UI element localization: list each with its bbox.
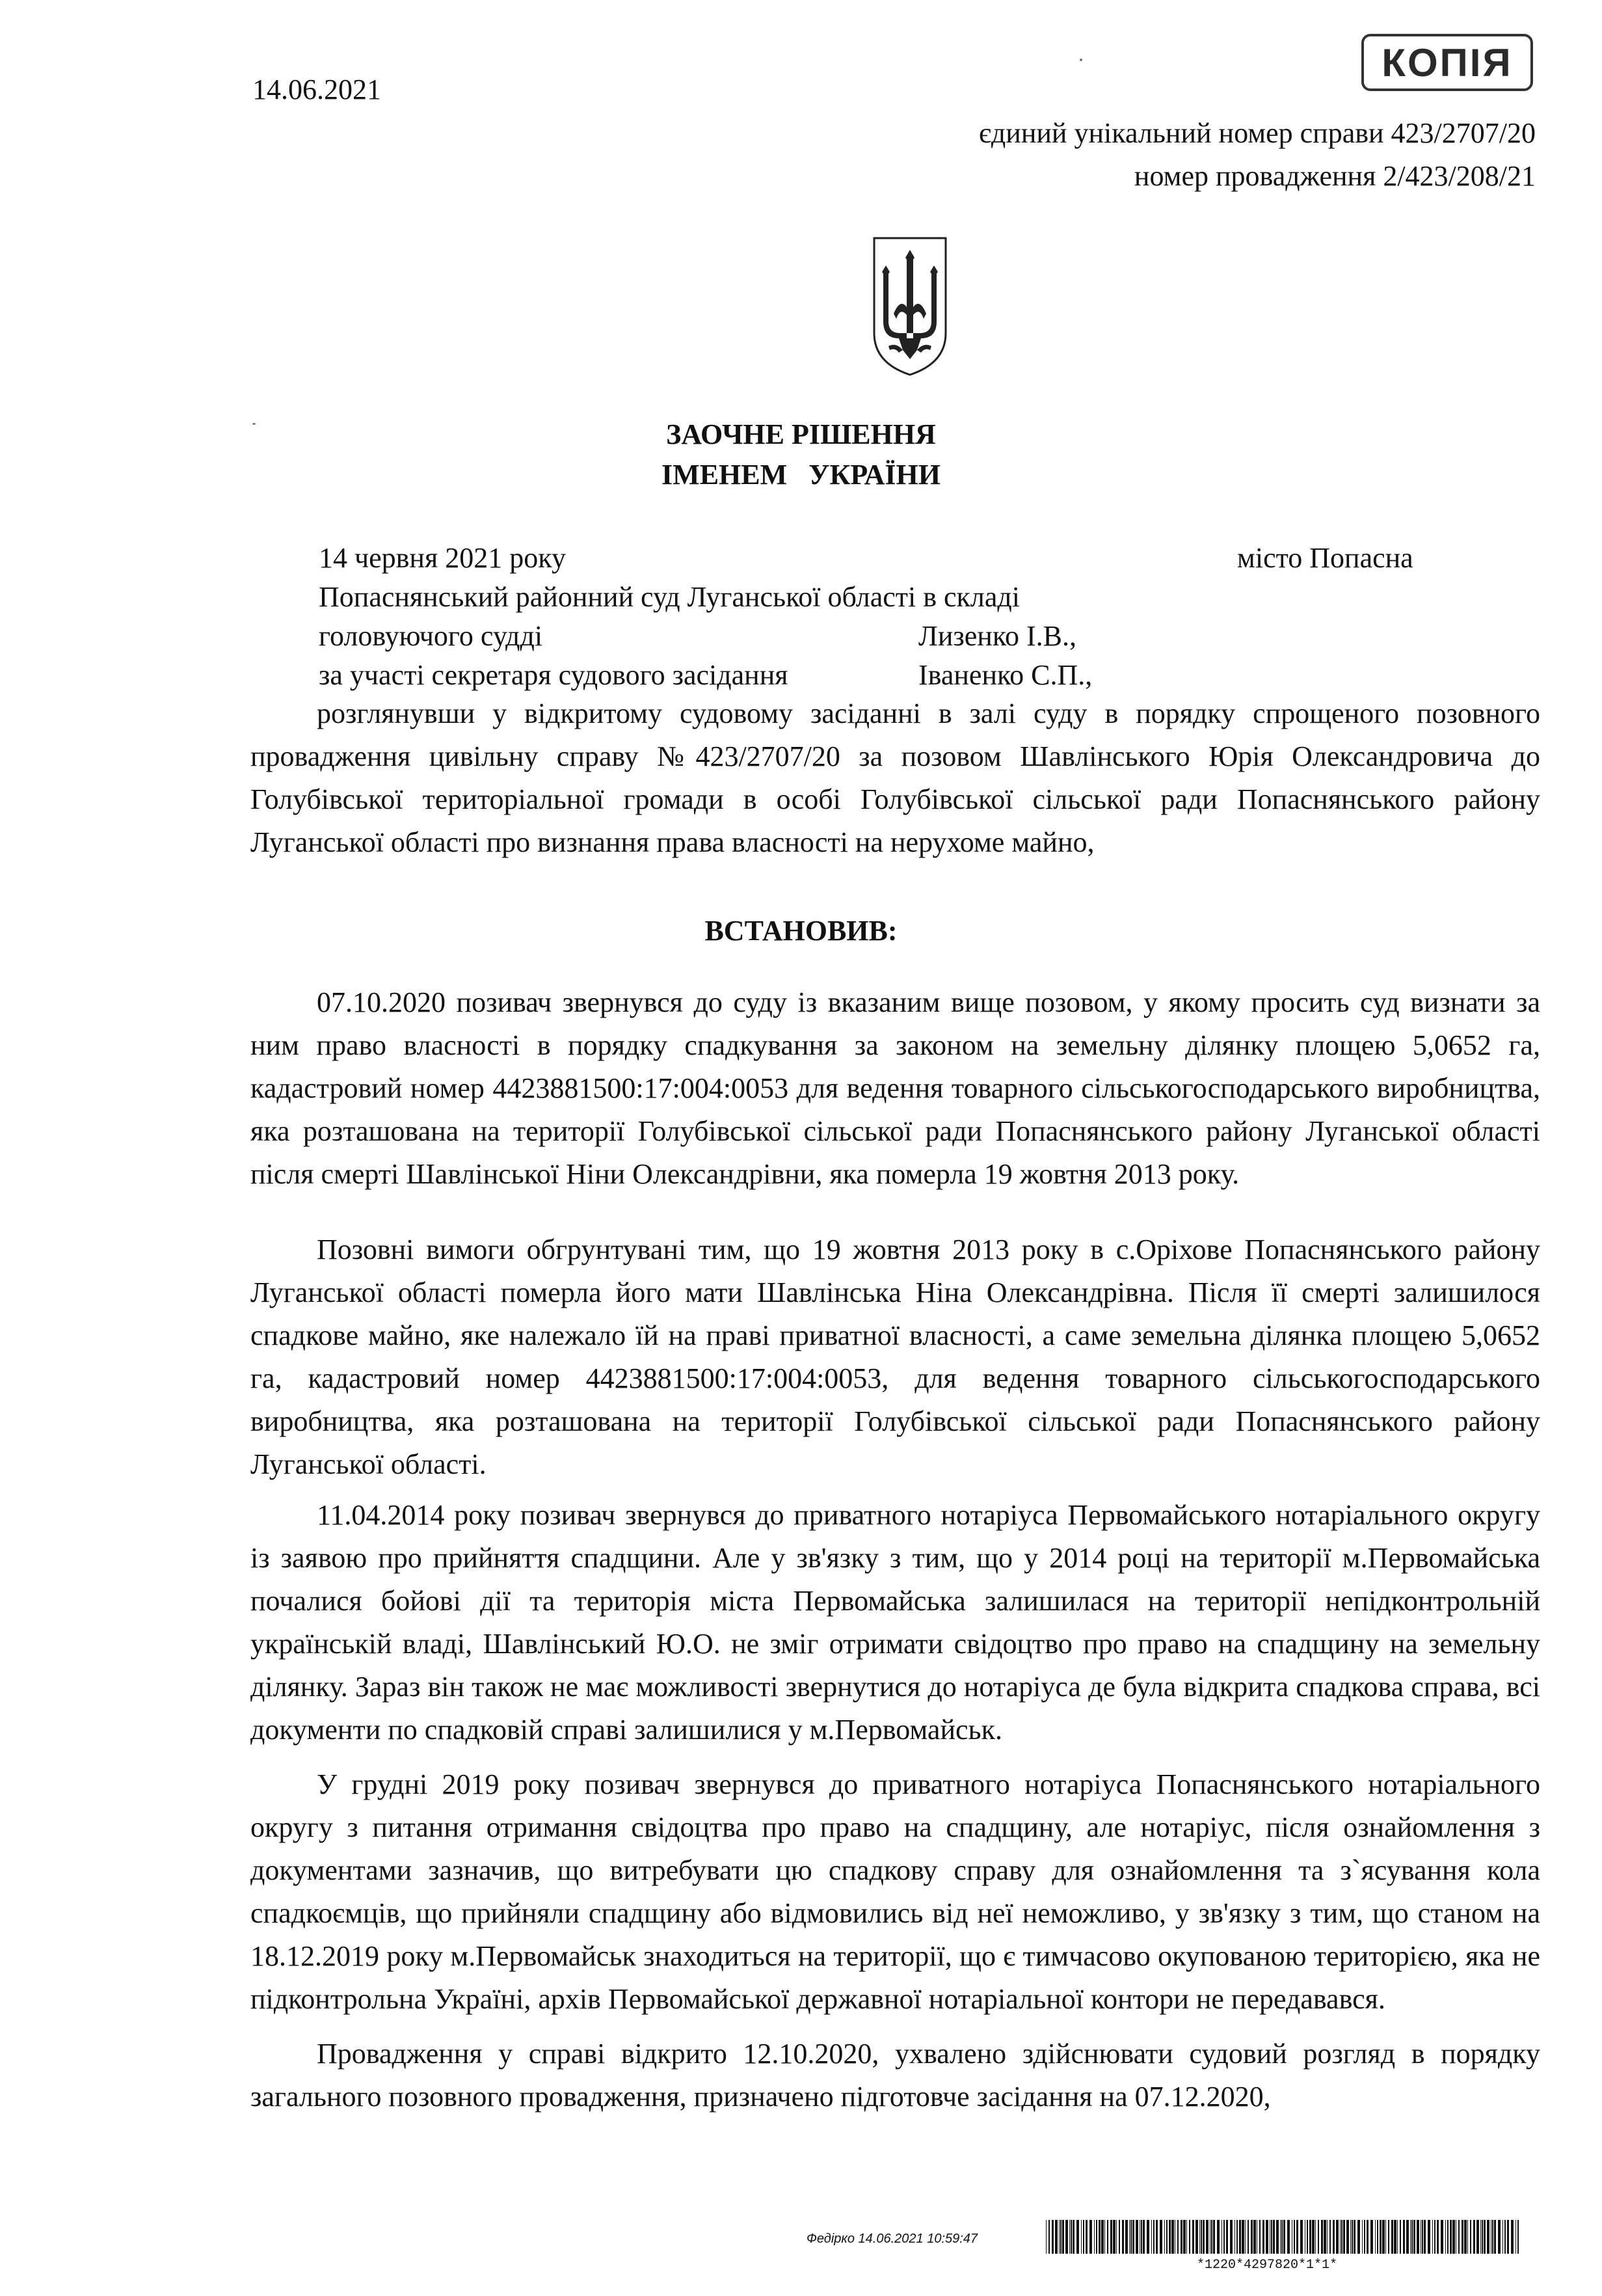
barcode-bar xyxy=(1073,2220,1075,2254)
barcode-bar xyxy=(1504,2220,1506,2254)
barcode-number: *1220*4297820*1*1* xyxy=(1197,2258,1338,2273)
barcode-bar xyxy=(1346,2220,1349,2254)
barcode-icon xyxy=(1046,2220,1521,2254)
paragraph-5: Провадження у справі відкрито 12.10.2020, ухвалено здійснювати судовий розгляд в порядку загального позовного провадження, призначено підготовче засідання на 07.12.2020, xyxy=(250,2038,1540,2113)
barcode-bar xyxy=(1445,2220,1446,2254)
barcode-bar xyxy=(1375,2220,1376,2254)
scan-speck xyxy=(252,423,256,425)
barcode-bar xyxy=(1307,2220,1308,2254)
barcode-bar xyxy=(1464,2220,1467,2254)
barcode-bar xyxy=(1052,2220,1054,2254)
paragraph-4: У грудні 2019 року позивач звернувся до приватного нотаріуса Попаснянського нотаріального округу з питання отримання свідоцтва про право на спадщину, але нотаріус, після ознайомлення з документами зазначив, що витребувати цю спадкову справу для ознайомлення та з`ясування кола спадкоємців, що прийняли спадщину або відмовились від неї неможливо, у зв'язку з тим, що станом на 18.12.2019 року м.Первомайськ знаходиться на території, що є тимчасово окупованою територією, яка не підконтрольна Україні, архів Первомайської державної нотаріальної контори не передавався. xyxy=(250,1768,1540,2015)
document-date: 14.06.2021 xyxy=(252,74,381,105)
barcode-bar xyxy=(1160,2220,1162,2254)
barcode-bar xyxy=(1143,2220,1145,2254)
barcode-bar xyxy=(1413,2220,1415,2254)
barcode-bar xyxy=(1441,2220,1443,2254)
barcode-bar xyxy=(1470,2220,1471,2254)
barcode-bar xyxy=(1156,2220,1158,2254)
barcode-bar xyxy=(1437,2220,1439,2254)
barcode-bar xyxy=(1382,2220,1385,2254)
barcode-bar xyxy=(1248,2220,1249,2254)
barcode-bar xyxy=(1321,2220,1323,2254)
barcode-bar xyxy=(1494,2220,1496,2254)
barcode-bar xyxy=(1280,2220,1281,2254)
barcode-bar xyxy=(1081,2220,1082,2254)
barcode-bar xyxy=(1266,2220,1268,2254)
barcode-bar xyxy=(1487,2220,1489,2254)
court-name: Попаснянський районний суд Луганської області в складі xyxy=(319,581,1020,613)
barcode-bar xyxy=(1223,2220,1225,2254)
paragraph-2: Позовні вимоги обгрунтувані тим, що 19 жовтня 2013 року в с.Оріхове Попаснянського району Луганської області померла його мати Шавлінська Ніна Олександрівна. Після її смерті залишилося спадкове майно, яке належало їй на праві приватної власності, а саме земельна ділянка площею 5,0652 га, кадастровий номер 4423881500:17:004:0053, для ведення товарного сільськогосподарського виробництва, яка розташована на території Голубівської сільської ради Попаснянського району Луганської області. xyxy=(250,1234,1540,1480)
barcode-bar xyxy=(1171,2220,1174,2254)
barcode-bar xyxy=(1046,2220,1047,2254)
barcode-bar xyxy=(1300,2220,1303,2254)
barcode-bar xyxy=(1096,2220,1097,2254)
barcode-bar xyxy=(1403,2220,1405,2254)
case-number: єдиний унікальний номер справи 423/2707/20 xyxy=(979,117,1536,149)
barcode-bar xyxy=(1424,2220,1426,2254)
barcode-bar xyxy=(1206,2220,1208,2254)
barcode-bar xyxy=(1340,2220,1341,2254)
proceeding-number: номер провадження 2/423/208/21 xyxy=(1134,160,1536,192)
barcode-bar xyxy=(1195,2220,1198,2254)
secretary-name: Іваненко С.П., xyxy=(918,659,1093,691)
barcode-bar xyxy=(1242,2220,1244,2254)
barcode-bar xyxy=(1107,2220,1108,2254)
judge-name: Лизенко І.В., xyxy=(918,620,1076,652)
barcode-bar xyxy=(1151,2220,1152,2254)
barcode-bar xyxy=(1099,2220,1101,2254)
barcode-bar xyxy=(1236,2220,1238,2254)
barcode-bar xyxy=(1186,2220,1187,2254)
barcode-bar xyxy=(1294,2220,1295,2254)
barcode-bar xyxy=(1498,2220,1501,2254)
barcode-bar xyxy=(1324,2220,1326,2254)
barcode-bar xyxy=(1511,2220,1514,2254)
barcode-bar xyxy=(1357,2220,1360,2254)
barcode-bar xyxy=(1343,2220,1345,2254)
barcode-bar xyxy=(1169,2220,1171,2254)
established-heading: ВСТАНОВИВ: xyxy=(704,915,898,947)
decision-date: 14 червня 2021 року xyxy=(319,542,566,574)
barcode-bar xyxy=(1059,2220,1060,2254)
barcode-bar xyxy=(1262,2220,1264,2254)
barcode-bar xyxy=(1251,2220,1253,2254)
barcode-bar xyxy=(1458,2220,1460,2254)
barcode-bar xyxy=(1380,2220,1382,2254)
barcode-bar xyxy=(1245,2220,1246,2254)
barcode-bar xyxy=(1110,2220,1112,2254)
barcode-bar xyxy=(1201,2220,1202,2254)
paragraph-3: 11.04.2014 року позивач звернувся до приватного нотаріуса Первомайського нотаріального округу із заявою про прийняття спадщини. Але у зв'язку з тим, що у 2014 році на території м.Первомайська почалися бойові дії та територія міста Первомайська залишилася на території непідконтрольній українській владі, Шавлінський Ю.О. не зміг отримати свідоцтво про право на спадщину на земельну ділянку. Зараз він також не має можливості звернутися до нотаріуса де була відкрита спадкова справа, всі документи по спадковій справі залишилися у м.Первомайськ. xyxy=(250,1499,1540,1746)
barcode-bar xyxy=(1119,2220,1120,2254)
barcode-bar xyxy=(1203,2220,1205,2254)
barcode-bar xyxy=(1083,2220,1084,2254)
barcode-bar xyxy=(1352,2220,1353,2254)
barcode-bar xyxy=(1432,2220,1433,2254)
barcode-bar xyxy=(1312,2220,1315,2254)
barcode-bar xyxy=(1318,2220,1319,2254)
barcode-bar xyxy=(1502,2220,1503,2254)
barcode-bar xyxy=(1473,2220,1475,2254)
barcode-bar xyxy=(1153,2220,1155,2254)
barcode-bar xyxy=(1370,2220,1373,2254)
barcode-bar xyxy=(1410,2220,1411,2254)
barcode-bar xyxy=(1476,2220,1479,2254)
paragraph-1: 07.10.2020 позивач звернувся до суду із вказаним вище позовом, у якому просить суд визнати за ним право власності в порядку спадкування за законом на земельну ділянку площею 5,0652 га, кадастровий номер 4423881500:17:004:0053 для ведення товарного сільськогосподарського виробництва, яка розташована на території Голубівської сільської ради Попаснянського району Луганської області після смерті Шавлінської Ніни Олександрівни, яка померла 19 жовтня 2013 року. xyxy=(250,986,1540,1190)
barcode-bar xyxy=(1394,2220,1396,2254)
barcode-bar xyxy=(1385,2220,1386,2254)
barcode-bar xyxy=(1422,2220,1423,2254)
barcode-bar xyxy=(1213,2220,1215,2254)
barcode-bar xyxy=(1113,2220,1115,2254)
barcode-bar xyxy=(1199,2220,1200,2254)
barcode-bar xyxy=(1327,2220,1328,2254)
barcode-bar xyxy=(1253,2220,1256,2254)
barcode-bar xyxy=(1400,2220,1401,2254)
barcode-bar xyxy=(1060,2220,1061,2254)
barcode-bar xyxy=(1362,2220,1363,2254)
barcode-bar xyxy=(1055,2220,1058,2254)
barcode-bar xyxy=(1132,2220,1134,2254)
case-description: розглянувши у відкритому судовому засіданні в залі суду в порядку спрощеного позовного провадження цивільну справу №423/2707/20 за позовом Шавлінського Юрія Олександровича до Голубівської територіальної громади в особі Голубівської сільської ради Попаснянського району Луганської області про визнання права власності на нерухоме майно, xyxy=(250,697,1540,858)
barcode-bar xyxy=(1447,2220,1448,2254)
barcode-bar xyxy=(1069,2220,1070,2254)
barcode-bar xyxy=(1507,2220,1509,2254)
barcode-bar xyxy=(1217,2220,1220,2254)
barcode-bar xyxy=(1166,2220,1168,2254)
barcode-bar xyxy=(1450,2220,1452,2254)
barcode-bar xyxy=(1434,2220,1435,2254)
barcode-bar xyxy=(1296,2220,1298,2254)
barcode-bar xyxy=(1189,2220,1190,2254)
barcode-bar xyxy=(1181,2220,1182,2254)
barcode-bar xyxy=(1397,2220,1398,2254)
barcode-bar xyxy=(1333,2220,1335,2254)
decision-title: ЗАОЧНЕ РІШЕННЯ xyxy=(666,418,936,450)
barcode-bar xyxy=(1428,2220,1430,2254)
barcode-bar xyxy=(1259,2220,1261,2254)
barcode-bar xyxy=(1364,2220,1365,2254)
barcode-bar xyxy=(1484,2220,1486,2254)
barcode-bar xyxy=(1089,2220,1092,2254)
barcode-bar xyxy=(1482,2220,1483,2254)
copy-stamp-label: КОПІЯ xyxy=(1382,40,1513,85)
barcode-bar xyxy=(1309,2220,1311,2254)
barcode-bar xyxy=(1062,2220,1064,2254)
barcode-bar xyxy=(1230,2220,1233,2254)
judge-label: головуючого судді xyxy=(319,620,543,652)
barcode-bar xyxy=(1341,2220,1342,2254)
barcode-bar xyxy=(1517,2220,1519,2254)
trident-icon xyxy=(870,236,950,377)
barcode-bar xyxy=(1130,2220,1132,2254)
barcode-bar xyxy=(1177,2220,1179,2254)
barcode-bar xyxy=(1515,2220,1516,2254)
print-info: Федірко 14.06.2021 10:59:47 xyxy=(807,2232,978,2246)
barcode-bar xyxy=(1122,2220,1124,2254)
barcode-bar xyxy=(1141,2220,1142,2254)
barcode-bar xyxy=(1076,2220,1079,2254)
barcode-bar xyxy=(1391,2220,1393,2254)
decision-subtitle: ІМЕНЕМ УКРАЇНИ xyxy=(661,459,941,491)
barcode-bar xyxy=(1065,2220,1068,2254)
barcode-bar xyxy=(1271,2220,1272,2254)
barcode-bar xyxy=(1116,2220,1117,2254)
barcode-bar xyxy=(1129,2220,1130,2254)
barcode-bar xyxy=(1417,2220,1419,2254)
barcode-bar xyxy=(1287,2220,1290,2254)
barcode-bar xyxy=(1336,2220,1339,2254)
case-info xyxy=(979,112,1536,198)
barcode-bar xyxy=(1101,2220,1104,2254)
scan-speck xyxy=(1080,59,1082,61)
barcode-bar xyxy=(1136,2220,1138,2254)
barcode-bar xyxy=(1377,2220,1378,2254)
barcode-bar xyxy=(1071,2220,1072,2254)
barcode-bar xyxy=(1147,2220,1149,2254)
barcode-bar xyxy=(1452,2220,1455,2254)
barcode-bar xyxy=(1048,2220,1050,2254)
barcode-bar xyxy=(1276,2220,1279,2254)
barcode-bar xyxy=(1283,2220,1285,2254)
barcode-bar xyxy=(1094,2220,1095,2254)
barcode-bar xyxy=(1354,2220,1355,2254)
barcode-bar xyxy=(1086,2220,1088,2254)
barcode-bar xyxy=(1315,2220,1316,2254)
barcode-bar xyxy=(1329,2220,1331,2254)
barcode-bar xyxy=(1388,2220,1389,2254)
barcode-bar xyxy=(1480,2220,1481,2254)
copy-stamp xyxy=(1361,34,1533,91)
barcode-bar xyxy=(1467,2220,1468,2254)
barcode-bar xyxy=(1183,2220,1186,2254)
barcode-bar xyxy=(1273,2220,1275,2254)
barcode-bar xyxy=(1164,2220,1165,2254)
secretary-label: за участі секретаря судового засідання xyxy=(319,659,788,691)
barcode-bar xyxy=(1406,2220,1409,2254)
barcode-bar xyxy=(1492,2220,1493,2254)
barcode-bar xyxy=(1281,2220,1283,2254)
barcode-bar xyxy=(1192,2220,1194,2254)
barcode-bar xyxy=(1104,2220,1105,2254)
barcode-bar xyxy=(1226,2220,1228,2254)
barcode-bar xyxy=(1125,2220,1128,2254)
barcode-bar xyxy=(1350,2220,1351,2254)
barcode-bar xyxy=(1239,2220,1241,2254)
barcode-bar xyxy=(1411,2220,1413,2254)
barcode-bar xyxy=(1211,2220,1212,2254)
barcode-bar xyxy=(1462,2220,1463,2254)
decision-city: місто Попасна xyxy=(1237,542,1413,574)
barcode-bar xyxy=(1367,2220,1368,2254)
